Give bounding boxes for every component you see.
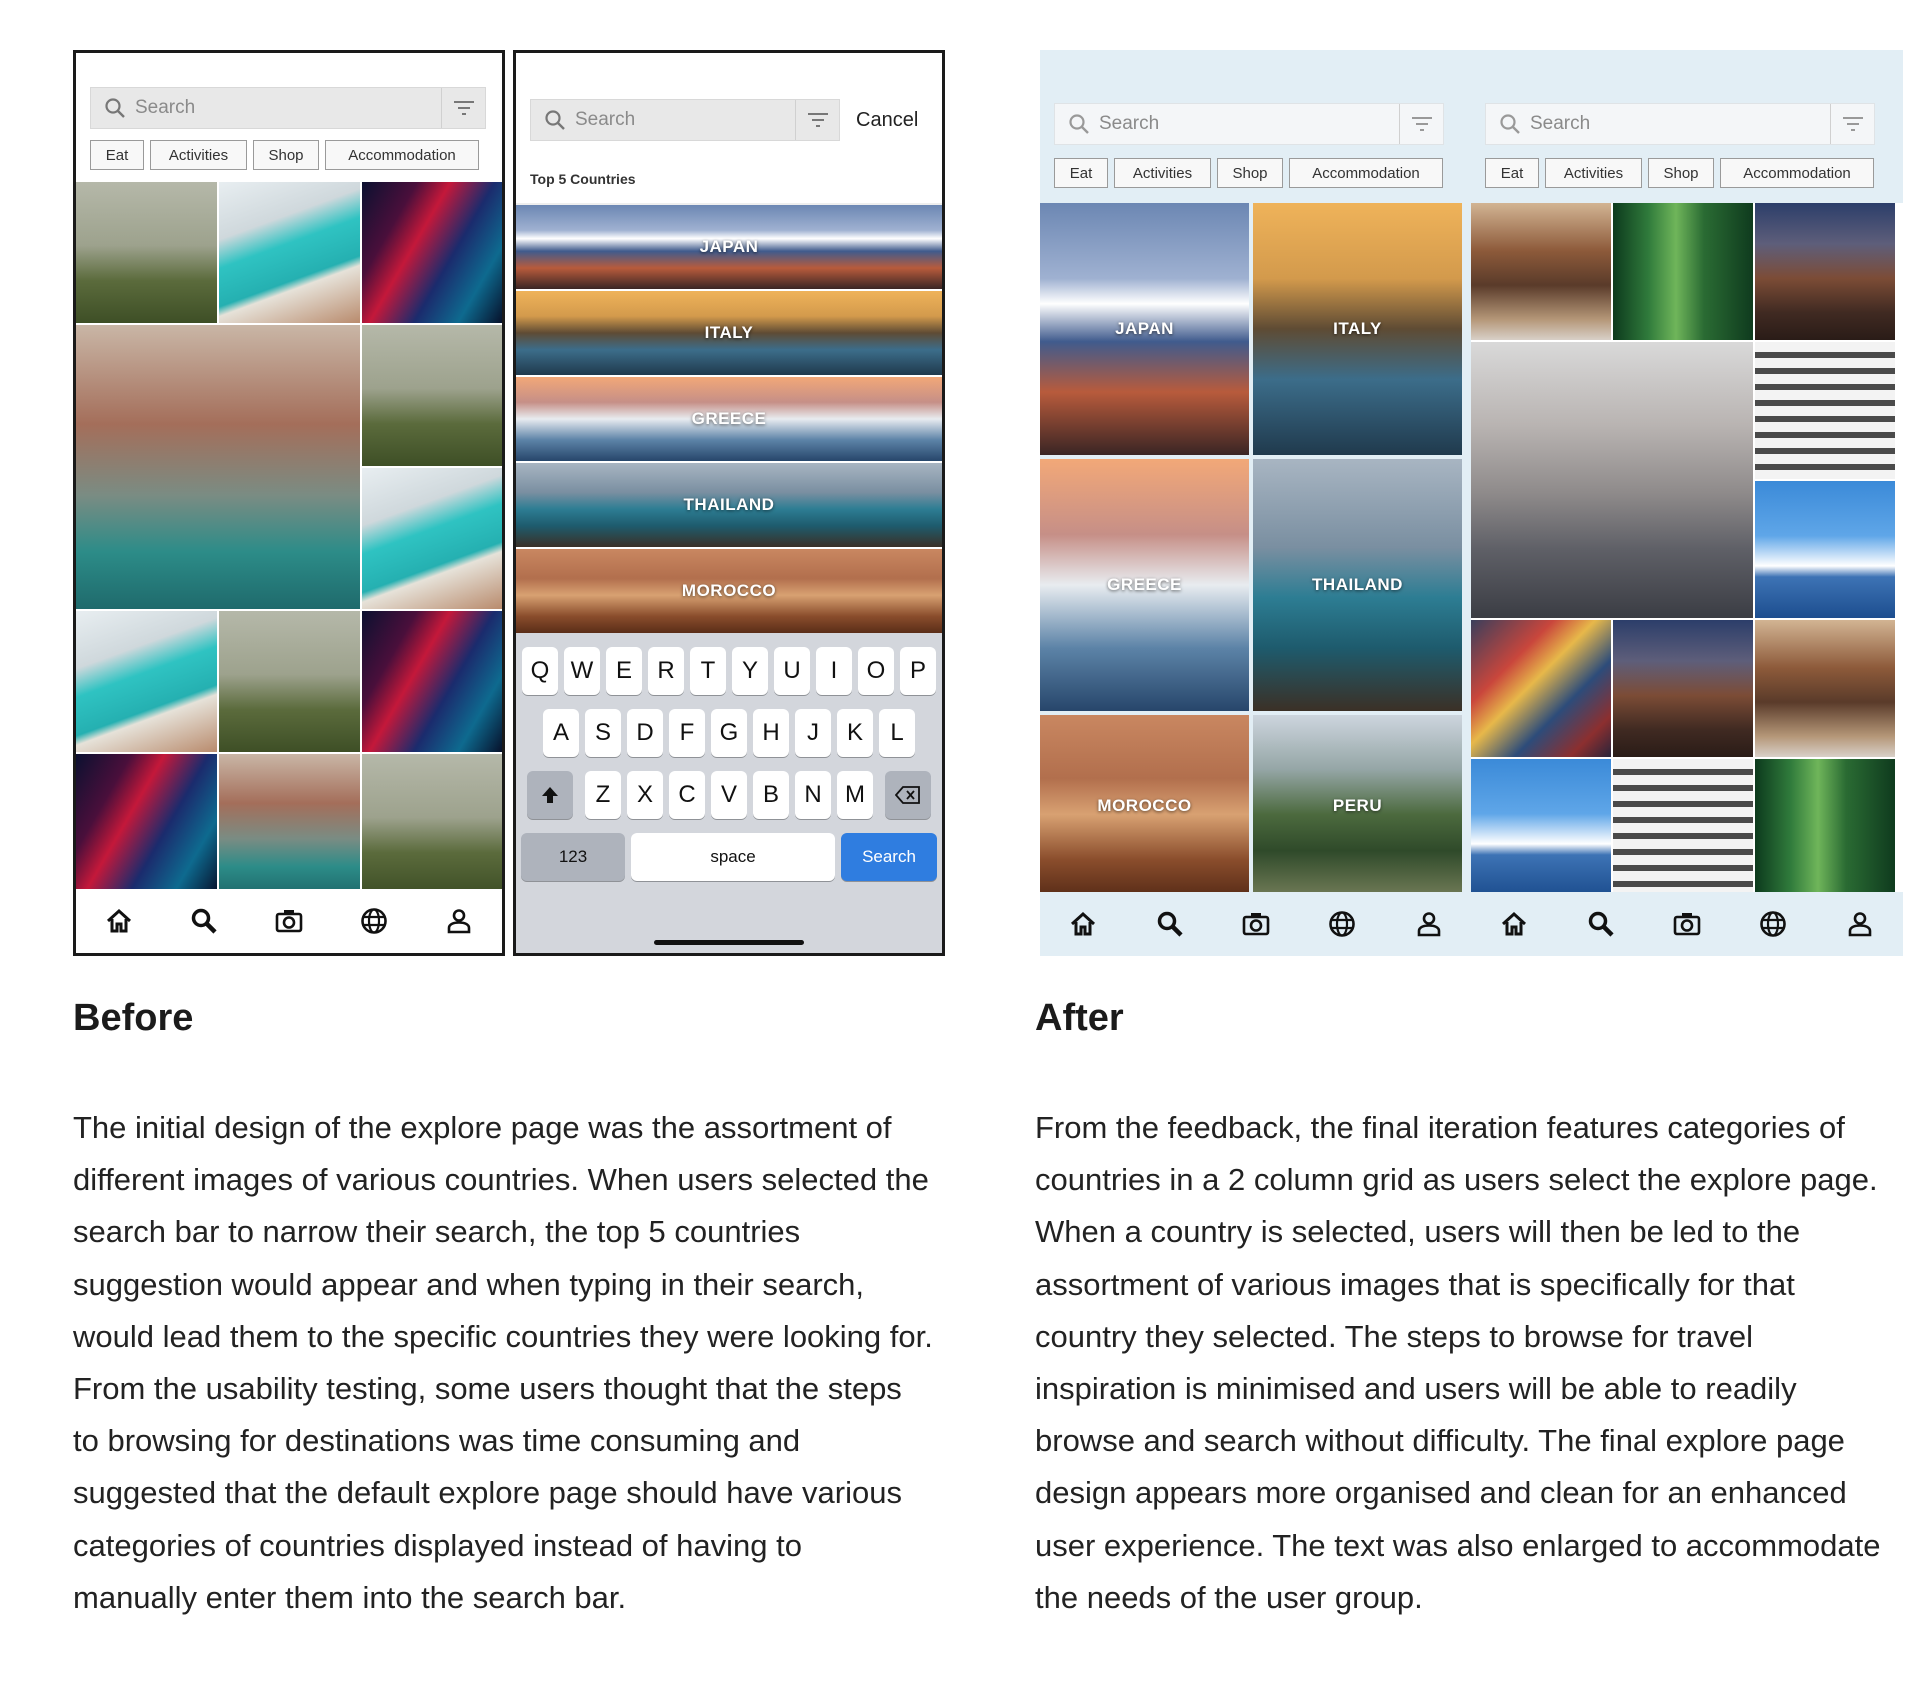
- country-row-japan[interactable]: [516, 205, 942, 289]
- bottom-nav: [1040, 892, 1472, 956]
- search-placeholder: Search: [1099, 113, 1160, 134]
- globe-icon[interactable]: [1327, 909, 1357, 939]
- filter-icon: [452, 98, 476, 118]
- chip-eat[interactable]: Eat: [1054, 158, 1108, 188]
- camera-icon[interactable]: [1241, 909, 1271, 939]
- key-y[interactable]: Y: [732, 647, 768, 695]
- search-placeholder: Search: [575, 109, 636, 130]
- key-o[interactable]: O: [858, 647, 894, 695]
- filter-icon: [1410, 114, 1434, 134]
- key-g[interactable]: G: [711, 709, 747, 757]
- photo-tile[interactable]: [76, 182, 217, 323]
- key-j[interactable]: J: [795, 709, 831, 757]
- filter-icon: [1841, 114, 1865, 134]
- country-tile-morocco[interactable]: [1040, 715, 1249, 896]
- cancel-button[interactable]: Cancel: [856, 109, 919, 131]
- country-tile-greece[interactable]: [1040, 459, 1249, 711]
- after-country-images-screen: [1471, 50, 1903, 956]
- chip-eat[interactable]: Eat: [90, 140, 144, 170]
- key-i[interactable]: I: [816, 647, 852, 695]
- filter-button[interactable]: [1399, 104, 1443, 144]
- camera-icon[interactable]: [1672, 909, 1702, 939]
- chip-shop[interactable]: Shop: [1648, 158, 1714, 188]
- country-label: MOROCCO: [1097, 795, 1192, 815]
- country-label: ITALY: [1333, 319, 1382, 338]
- photo-tile[interactable]: [1471, 620, 1611, 757]
- photo-tile[interactable]: [362, 754, 502, 895]
- globe-icon[interactable]: [1758, 909, 1788, 939]
- top-countries-title: Top 5 Countries: [530, 171, 636, 187]
- chip-shop[interactable]: Shop: [1217, 158, 1283, 188]
- photo-tile[interactable]: [219, 182, 360, 323]
- chip-activities[interactable]: Activities: [150, 140, 247, 170]
- image-grid: [1471, 203, 1903, 892]
- profile-icon[interactable]: [444, 906, 474, 936]
- photo-tile[interactable]: [1471, 759, 1611, 896]
- chip-accommodation[interactable]: Accommodation: [1289, 158, 1443, 188]
- key-x[interactable]: X: [627, 771, 663, 819]
- photo-tile[interactable]: [219, 611, 360, 752]
- photo-tile[interactable]: [1613, 203, 1753, 340]
- keyboard-row-1: [516, 647, 942, 695]
- key-s[interactable]: S: [585, 709, 621, 757]
- country-row-morocco[interactable]: [516, 549, 942, 633]
- key-b[interactable]: B: [753, 771, 789, 819]
- photo-tile[interactable]: [1471, 203, 1611, 340]
- camera-icon[interactable]: [274, 906, 304, 936]
- key-l[interactable]: L: [879, 709, 915, 757]
- backspace-icon: [895, 786, 921, 804]
- photo-tile[interactable]: [362, 611, 502, 752]
- category-chips: [1485, 158, 1874, 188]
- photo-tile[interactable]: [1613, 759, 1753, 896]
- globe-icon[interactable]: [359, 906, 389, 936]
- country-tile-italy[interactable]: [1253, 203, 1462, 455]
- key-v[interactable]: V: [711, 771, 747, 819]
- before-search-screen: [513, 50, 945, 956]
- key-c[interactable]: C: [669, 771, 705, 819]
- search-icon: [1067, 112, 1091, 136]
- keyboard: [516, 633, 942, 953]
- key-z[interactable]: Z: [585, 771, 621, 819]
- search-bar[interactable]: [90, 87, 486, 129]
- photo-tile[interactable]: [1471, 342, 1753, 618]
- profile-icon[interactable]: [1845, 909, 1875, 939]
- key-r[interactable]: R: [648, 647, 684, 695]
- numbers-key[interactable]: 123: [521, 833, 625, 881]
- keyboard-row-4: [516, 833, 942, 881]
- country-label: JAPAN: [1115, 319, 1174, 338]
- photo-tile[interactable]: [1755, 620, 1895, 757]
- home-indicator: [654, 940, 804, 945]
- search-bar[interactable]: [1054, 103, 1444, 145]
- chip-shop[interactable]: Shop: [253, 140, 319, 170]
- chip-activities[interactable]: Activities: [1114, 158, 1211, 188]
- country-label: GREECE: [1107, 575, 1182, 594]
- photo-tile[interactable]: [362, 468, 502, 609]
- photo-tile[interactable]: [76, 754, 217, 895]
- search-bar[interactable]: [530, 99, 840, 141]
- chip-activities[interactable]: Activities: [1545, 158, 1642, 188]
- filter-button[interactable]: [441, 88, 485, 128]
- key-n[interactable]: N: [795, 771, 831, 819]
- country-label: THAILAND: [683, 495, 775, 514]
- country-grid: [1040, 203, 1472, 892]
- photo-tile[interactable]: [1755, 342, 1895, 479]
- country-tile-japan[interactable]: [1040, 203, 1249, 455]
- backspace-key[interactable]: [885, 771, 931, 819]
- country-label: PERU: [1332, 795, 1383, 815]
- country-row-greece[interactable]: [516, 377, 942, 461]
- search-bar[interactable]: [1485, 103, 1875, 145]
- key-d[interactable]: D: [627, 709, 663, 757]
- photo-tile[interactable]: [76, 611, 217, 752]
- search-icon[interactable]: [1155, 909, 1185, 939]
- filter-button[interactable]: [1830, 104, 1874, 144]
- search-icon[interactable]: [189, 906, 219, 936]
- key-m[interactable]: M: [837, 771, 873, 819]
- shift-key[interactable]: [527, 771, 573, 819]
- key-h[interactable]: H: [753, 709, 789, 757]
- search-placeholder: Search: [1530, 113, 1591, 134]
- country-label: THAILAND: [1312, 575, 1403, 594]
- photo-tile[interactable]: [219, 754, 360, 895]
- country-row-thailand[interactable]: [516, 463, 942, 547]
- search-key[interactable]: Search: [841, 833, 937, 881]
- search-placeholder: Search: [135, 97, 196, 118]
- space-key[interactable]: space: [631, 833, 835, 881]
- home-icon[interactable]: [104, 906, 134, 936]
- keyboard-row-3: [516, 771, 942, 819]
- chip-accommodation[interactable]: Accommodation: [1720, 158, 1874, 188]
- country-label: MOROCCO: [681, 581, 777, 600]
- after-explore-screen: [1040, 50, 1472, 956]
- image-grid: [76, 182, 502, 893]
- country-label: JAPAN: [699, 237, 759, 256]
- filter-button[interactable]: [795, 100, 839, 140]
- chip-eat[interactable]: Eat: [1485, 158, 1539, 188]
- country-label: GREECE: [691, 409, 767, 428]
- category-chips: [1054, 158, 1443, 188]
- photo-tile[interactable]: [1755, 759, 1895, 896]
- category-chips: [90, 140, 479, 170]
- search-icon: [1498, 112, 1522, 136]
- home-icon[interactable]: [1499, 909, 1529, 939]
- photo-tile[interactable]: [1613, 620, 1753, 757]
- key-q[interactable]: Q: [522, 647, 558, 695]
- bottom-nav: [76, 889, 502, 953]
- keyboard-row-2: [516, 709, 942, 757]
- key-e[interactable]: E: [606, 647, 642, 695]
- photo-tile[interactable]: [362, 325, 502, 466]
- search-icon: [543, 108, 567, 132]
- chip-accommodation[interactable]: Accommodation: [325, 140, 479, 170]
- country-tile-thailand[interactable]: [1253, 459, 1462, 711]
- bottom-nav: [1471, 892, 1903, 956]
- photo-tile[interactable]: [1755, 203, 1895, 340]
- country-tile-peru[interactable]: [1253, 715, 1462, 896]
- country-label: ITALY: [704, 323, 754, 342]
- before-paragraph: The initial design of the explore page was the assortment of different images of various countries. When users selected the search bar to narrow their search, the top 5 countries suggestion would appear and when typing in their search, would lead them to the specific countries they were looking for. From the usability testing, some users thought that the steps to browsing for destinations was time consuming and suggested that the default explore page should have various categories of countries displayed instead of having to manually enter them into the search bar.: [73, 1110, 933, 1615]
- key-w[interactable]: W: [564, 647, 600, 695]
- after-paragraph: From the feedback, the final iteration features categories of countries in a 2 column grid as users select the explore page. When a country is selected, users will then be led to the assortment of various images that is specifically for that country they selected. The steps to browse for travel inspiration is minimised and users will be able to readily browse and search without difficulty. The final explore page design appears more organised and clean for an enhanced user experience. The text was also enlarged to accommodate the needs of the user group.: [1035, 1110, 1881, 1615]
- key-a[interactable]: A: [543, 709, 579, 757]
- before-heading: Before: [73, 997, 194, 1039]
- key-f[interactable]: F: [669, 709, 705, 757]
- key-t[interactable]: T: [690, 647, 726, 695]
- search-icon[interactable]: [1586, 909, 1616, 939]
- shift-icon: [540, 785, 560, 805]
- photo-tile[interactable]: [1755, 481, 1895, 618]
- country-row-italy[interactable]: [516, 291, 942, 375]
- photo-tile[interactable]: [76, 325, 360, 609]
- filter-icon: [806, 110, 830, 130]
- before-explore-screen: [73, 50, 505, 956]
- search-icon: [103, 96, 127, 120]
- profile-icon[interactable]: [1414, 909, 1444, 939]
- after-heading: After: [1035, 997, 1124, 1039]
- key-p[interactable]: P: [900, 647, 936, 695]
- photo-tile[interactable]: [362, 182, 502, 323]
- key-u[interactable]: U: [774, 647, 810, 695]
- key-k[interactable]: K: [837, 709, 873, 757]
- home-icon[interactable]: [1068, 909, 1098, 939]
